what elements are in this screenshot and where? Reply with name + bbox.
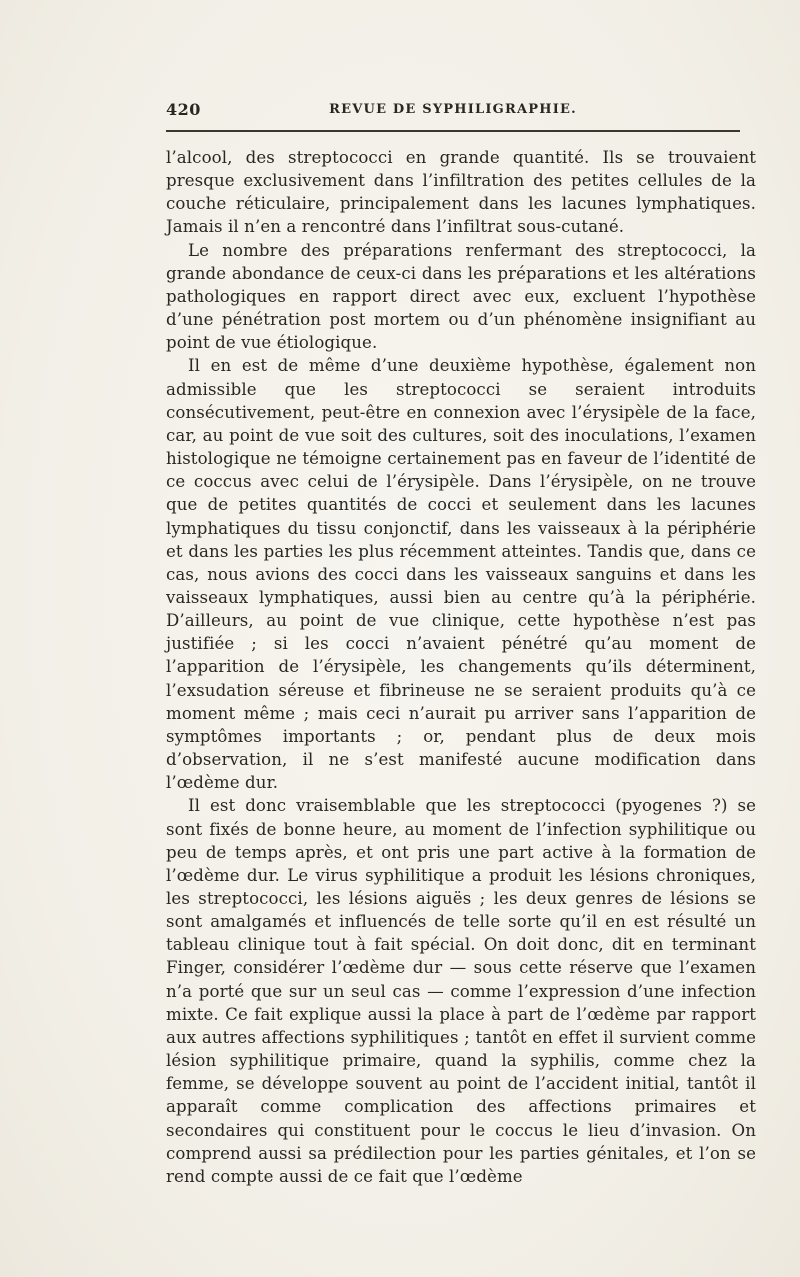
paragraph: Il est donc vraisemblable que les streptococci (pyogenes ?) se sont fixés de bonne heure, au moment de l’infection syphilitique ou peu de temps après, et ont pris une part active à la formation de l’œdème dur. Le virus syphilitique a produit les lésions chroniques, les streptococci, les lésions aiguës ; les deux genres de lésions se sont amalgamés et influencés de telle sorte qu’il en est résulté un tableau clinique tout à fait spécial. On doit donc, dit en terminant Finger, considérer l’œdème dur — sous cette réserve que l’examen n’a porté que sur un seul cas — comme l’expression d’une infection mixte. Ce fait explique aussi la place à part de l’œdème par rapport aux autres affections syphilitiques ; tantôt en effet il survient comme lésion syphilitique primaire, quand la syphilis, comme chez la femme, se développe souvent au point de l’accident initial, tantôt il apparaît comme complication des affections primaires et secondaires qui constituent pour le coccus le lieu d’invasion. On comprend aussi sa prédilection pour les parties génitales, et l’on se rend compte aussi de ce fait que l’œdème	[166, 796, 756, 1186]
running-title: REVUE DE SYPHILIGRAPHIE.	[329, 102, 577, 117]
body-text	[166, 146, 756, 1188]
paragraph: l’alcool, des streptococci en grande quantité. Ils se trouvaient presque exclusivement dans l’infiltration des petites cellules de la couche réticulaire, principalement dans les lacunes lymphatiques. Jamais il n’en a rencontré dans l’infiltrat sous-cutané.	[166, 148, 756, 237]
header-rule	[166, 130, 740, 132]
paragraph: Le nombre des préparations renfermant des streptococci, la grande abondance de ceux-ci dans les préparations et les altérations pathologiques en rapport direct avec eux, excluent l’hypothèse d’une pénétration post mortem ou d’un phénomène insignifiant au point de vue étiologique.	[166, 240, 756, 353]
page-number: 420	[166, 100, 201, 119]
paragraph: Il en est de même d’une deuxième hypothèse, également non admissible que les streptococci se seraient introduits consécutivement, peut-être en connexion avec l’érysipèle de la face, car, au point de vue soit des cultures, soit des inoculations, l’examen histologique ne témoigne certainement pas en faveur de l’identité de ce coccus avec celui de l’érysipèle. Dans l’érysipèle, on ne trouve que de petites quantités de cocci et seulement dans les lacunes lymphatiques du tissu conjonctif, dans les vaisseaux à la périphérie et dans les parties les plus récemment atteintes. Tandis que, dans ce cas, nous avions des cocci dans les vaisseaux sanguins et dans les vaisseaux lymphatiques, aussi bien au centre qu’à la périphérie. D’ailleurs, au point de vue clinique, cette hypothèse n’est pas justifiée ; si les cocci n’avaient pénétré qu’au moment de l’apparition de l’érysipèle, les changements qu’ils déterminent, l’exsudation séreuse et fibrineuse ne se seraient produits qu’à ce moment même ; mais ceci n’aurait pu arriver sans l’apparition de symptômes importants ; or, pendant plus de deux mois d’observation, il ne s’est manifesté aucune modification dans l’œdème dur.	[166, 356, 756, 793]
page-header	[166, 100, 740, 124]
